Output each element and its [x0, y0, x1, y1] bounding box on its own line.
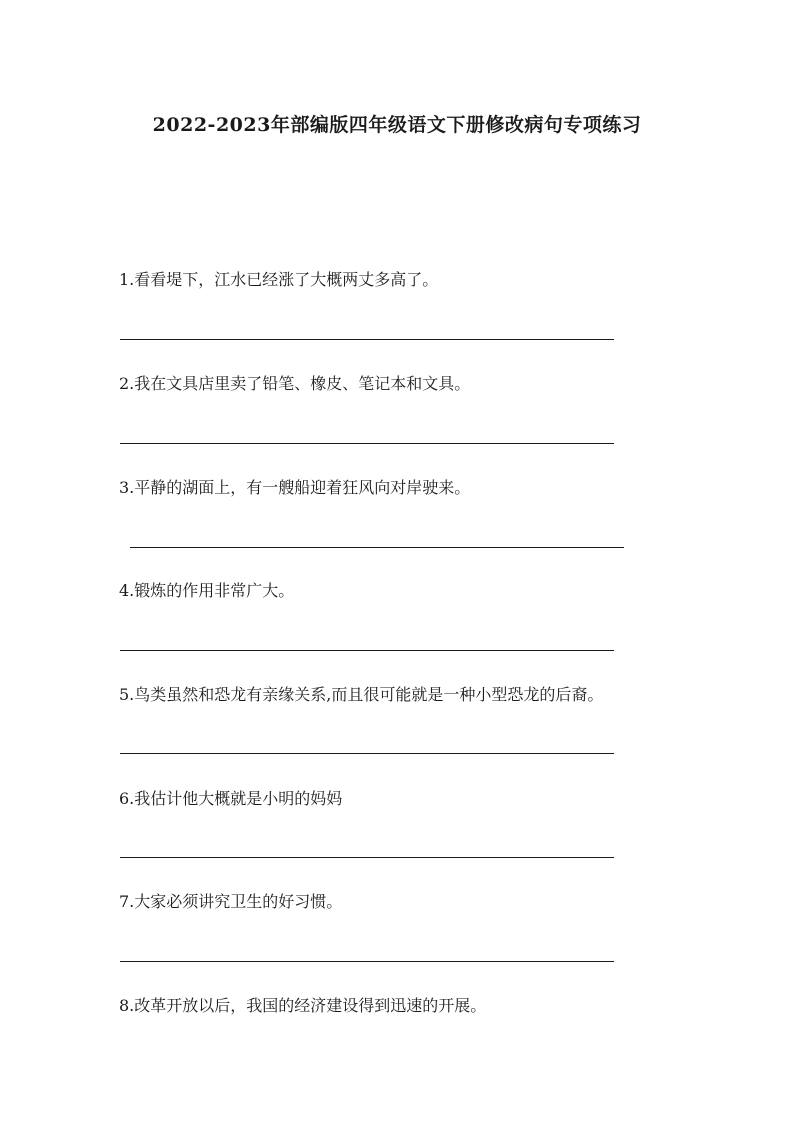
answer-line-3[interactable] — [130, 547, 624, 548]
question-2: 2.我在文具店里卖了铅笔、橡皮、笔记本和文具。 — [119, 374, 471, 393]
answer-line-7[interactable] — [120, 961, 614, 962]
answer-line-5[interactable] — [120, 753, 614, 754]
answer-line-2[interactable] — [120, 443, 614, 444]
question-3: 3.平静的湖面上，有一艘船迎着狂风向对岸驶来。 — [119, 478, 471, 497]
question-8: 8.改革开放以后，我国的经济建设得到迅速的开展。 — [119, 996, 487, 1015]
answer-line-1[interactable] — [120, 339, 614, 340]
question-7: 7.大家必须讲究卫生的好习惯。 — [119, 892, 343, 911]
page-title: 2022-2023年部编版四年级语文下册修改病句专项练习 — [152, 114, 642, 136]
answer-line-6[interactable] — [120, 857, 614, 858]
question-6: 6.我估计他大概就是小明的妈妈 — [119, 789, 343, 808]
question-5: 5.鸟类虽然和恐龙有亲缘关系,而且很可能就是一种小型恐龙的后裔。 — [119, 685, 604, 704]
question-1: 1.看看堤下，江水已经涨了大概两丈多高了。 — [119, 270, 439, 289]
question-4: 4.锻炼的作用非常广大。 — [119, 581, 295, 600]
answer-line-4[interactable] — [120, 650, 614, 651]
